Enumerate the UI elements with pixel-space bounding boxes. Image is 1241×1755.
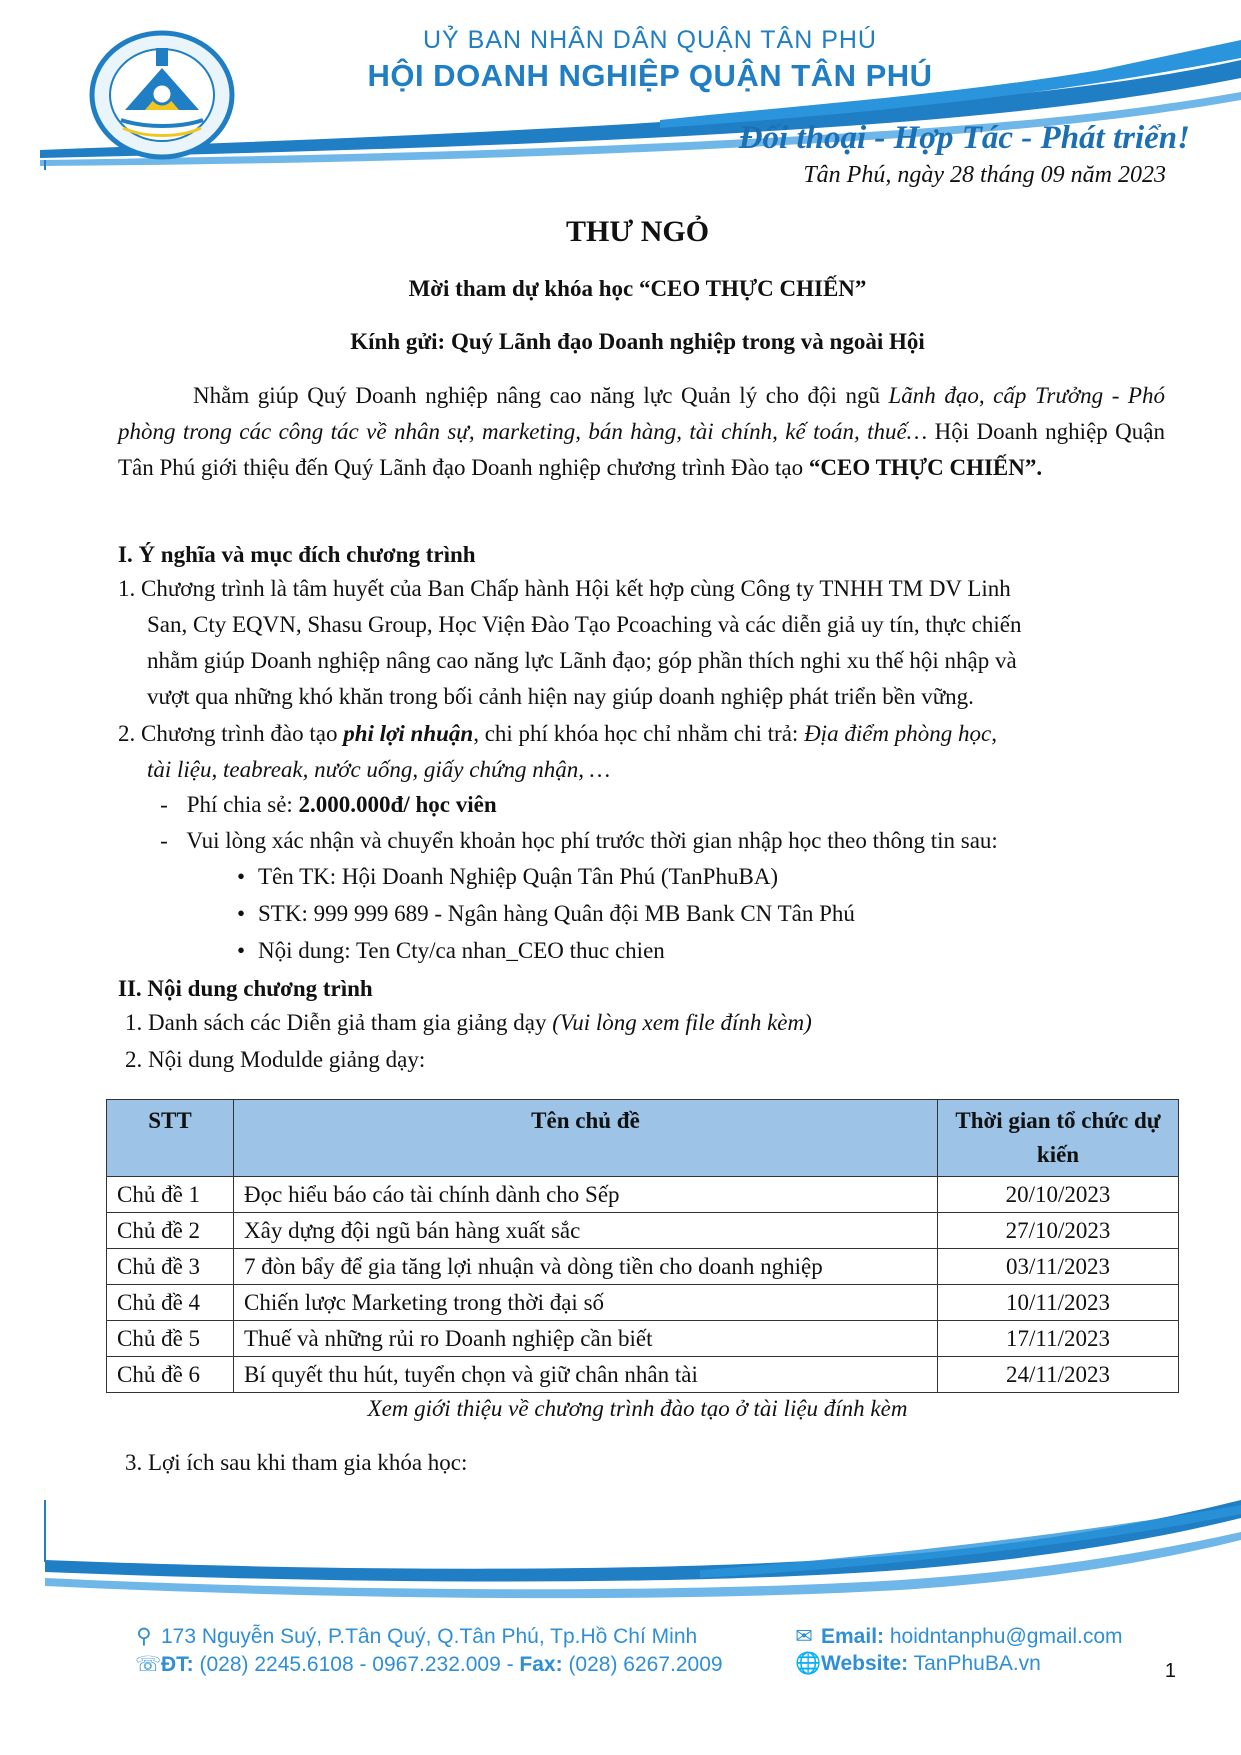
bank-item-3: [232, 934, 665, 968]
address-text: 173 Nguyễn Suý, P.Tân Quý, Q.Tân Phú, Tp.Hồ Chí Minh: [161, 1625, 698, 1648]
table-note: Xem giới thiệu về chương trình đào tạo ở tài liệu đính kèm: [367, 1396, 908, 1421]
section-2-item-2: 2. Nội dung Modulde giảng dạy:: [125, 1047, 426, 1072]
location-pin-icon: ⚲: [136, 1625, 152, 1648]
row-topic: Bí quyết thu hút, tuyển chọn và giữ chân nhân tài: [234, 1357, 938, 1393]
section-1-item-1-line-3: nhằm giúp Doanh nghiệp nâng cao năng lực Lãnh đạo; góp phần thích nghi xu thế hội nhập và: [147, 648, 1017, 673]
row-date: 20/10/2023: [938, 1177, 1179, 1213]
table-row: [107, 1321, 1179, 1357]
transfer-note: [155, 824, 998, 858]
row-stt: Chủ đề 5: [107, 1321, 234, 1357]
bank-item-3-text: Nội dung: Ten Cty/ca nhan_CEO thuc chien: [258, 938, 665, 963]
row-stt: Chủ đề 6: [107, 1357, 234, 1393]
footer-email: [795, 1624, 1123, 1649]
table-row: [107, 1357, 1179, 1393]
row-date: 10/11/2023: [938, 1285, 1179, 1321]
row-topic: Xây dựng đội ngũ bán hàng xuất sắc: [234, 1213, 938, 1249]
row-topic: 7 đòn bẩy để gia tăng lợi nhuận và dòng tiền cho doanh nghiệp: [234, 1249, 938, 1285]
section-1-item-2-line-1: [118, 717, 997, 751]
dash-bullet: -: [160, 792, 168, 817]
organization-line-1: UỶ BAN NHÂN DÂN QUẬN TÂN PHÚ: [423, 26, 877, 54]
bullet-dot: •: [236, 901, 246, 926]
row-topic: Thuế và những rủi ro Doanh nghiệp cần biết: [234, 1321, 938, 1357]
row-stt: Chủ đề 4: [107, 1285, 234, 1321]
section-1-heading: I. Ý nghĩa và mục đích chương trình: [118, 542, 476, 567]
dash-bullet: -: [160, 828, 168, 853]
letter-greeting: Kính gửi: Quý Lãnh đạo Doanh nghiệp trong và ngoài Hội: [350, 329, 925, 354]
letter-date: Tân Phú, ngày 28 tháng 09 năm 2023: [803, 162, 1166, 188]
intro-program-name: “CEO THỰC CHIẾN”.: [808, 455, 1043, 480]
bank-item-1: [232, 860, 778, 894]
section-1-item-1-line-1: 1. Chương trình là tâm huyết của Ban Chấp hành Hội kết hợp cùng Công ty TNHH TM DV Linh: [118, 576, 1011, 601]
page-number: 1: [1164, 1660, 1176, 1682]
table-row: [107, 1285, 1179, 1321]
row-stt: Chủ đề 1: [107, 1177, 234, 1213]
item-2-text-b: , chi phí khóa học chỉ nhằm chi trả:: [473, 721, 805, 746]
footer-address: [135, 1624, 697, 1649]
row-date: 27/10/2023: [938, 1213, 1179, 1249]
bank-item-2: [232, 897, 855, 931]
row-topic: Đọc hiểu báo cáo tài chính dành cho Sếp: [234, 1177, 938, 1213]
row-date: 17/11/2023: [938, 1321, 1179, 1357]
table-row: [107, 1177, 1179, 1213]
mail-icon: ✉: [795, 1625, 813, 1648]
letter-subtitle: Mời tham dự khóa học “CEO THỰC CHIẾN”: [408, 276, 867, 301]
table-header-row: [107, 1100, 1179, 1177]
row-topic: Chiến lược Marketing trong thời đại số: [234, 1285, 938, 1321]
phone-icon: ☏: [135, 1653, 162, 1676]
letter-title: THƯ NGỎ: [565, 215, 710, 248]
section-2-item-1-text: 1. Danh sách các Diễn giả tham gia giảng dạy: [125, 1010, 553, 1035]
row-date: 03/11/2023: [938, 1249, 1179, 1285]
globe-icon: 🌐: [795, 1652, 822, 1675]
fee-value: 2.000.000đ/ học viên: [298, 792, 497, 817]
transfer-note-text: Vui lòng xác nhận và chuyển khoản học phí trước thời gian nhập học theo thông tin sau:: [186, 828, 998, 853]
section-1-item-2-line-2: tài liệu, teabreak, nước uống, giấy chứng nhận, …: [147, 757, 611, 782]
bank-item-1-text: Tên TK: Hội Doanh Nghiệp Quận Tân Phú (TanPhuBA): [258, 864, 779, 889]
section-2-item-3: 3. Lợi ích sau khi tham gia khóa học:: [125, 1450, 468, 1475]
footer-website: [795, 1652, 1041, 1676]
bullet-dot: •: [236, 938, 246, 963]
intro-text-2: Hội Doanh nghiệp Quận Tân Phú giới thiệu đến Quý Lãnh đạo Doanh nghiệp chương trình Đào tạo: [118, 419, 1165, 480]
item-2-text-a: 2. Chương trình đào tạo: [118, 721, 344, 746]
phone-text: (028) 2245.6108 - 0967.232.009 -: [193, 1653, 520, 1676]
section-1-item-1-line-2: San, Cty EQVN, Shasu Group, Học Viện Đào Tạo Pcoaching và các diễn giả uy tín, thực chiến: [147, 612, 1022, 637]
header-stt: STT: [107, 1100, 234, 1177]
organization-line-2: HỘI DOANH NGHIỆP QUẬN TÂN PHÚ: [367, 58, 933, 93]
intro-paragraph: [118, 378, 1165, 486]
intro-text-1: Nhằm giúp Quý Doanh nghiệp nâng cao năng lực Quản lý cho đội ngũ: [193, 383, 889, 408]
fax-text: (028) 6267.2009: [562, 1653, 723, 1676]
row-stt: Chủ đề 2: [107, 1213, 234, 1249]
bullet-dot: •: [236, 864, 246, 889]
table-row: [107, 1249, 1179, 1285]
email-label: Email:: [821, 1625, 885, 1648]
section-2-heading: II. Nội dung chương trình: [118, 976, 373, 1001]
table-row: [107, 1213, 1179, 1249]
website-label: Website:: [821, 1652, 909, 1675]
footer-phone: [135, 1652, 723, 1677]
bank-item-2-text: STK: 999 999 689 - Ngân hàng Quân đội MB Bank CN Tân Phú: [258, 901, 855, 926]
association-logo: [85, 28, 240, 163]
intro-text-italic: Lãnh đạo, cấp Trưởng - Phó phòng trong các công tác về nhân sự, marketing, bán hàng, tài chính, kế toán, thuế…: [118, 383, 1165, 444]
header-schedule: Thời gian tổ chức dự kiến: [938, 1100, 1179, 1177]
slogan: Đối thoại - Hợp Tác - Phát triển!: [738, 120, 1190, 156]
fax-label: Fax:: [519, 1653, 563, 1676]
row-date: 24/11/2023: [938, 1357, 1179, 1393]
item-2-italic-1: Địa điểm phòng học,: [804, 721, 997, 746]
fee-label: Phí chia sẻ:: [186, 792, 299, 817]
fee-line: [155, 788, 497, 822]
module-table: [106, 1099, 1179, 1393]
item-2-nonprofit: phi lợi nhuận: [343, 721, 474, 746]
footer-wave-decoration: [0, 1500, 1241, 1610]
email-link[interactable]: hoidntanphu@gmail.com: [884, 1625, 1123, 1648]
phone-label: ĐT:: [161, 1653, 194, 1676]
section-2-item-1: [125, 1006, 812, 1040]
website-link[interactable]: TanPhuBA.vn: [908, 1652, 1041, 1675]
header-topic: Tên chủ đề: [234, 1100, 938, 1177]
section-1-item-1-line-4: vượt qua những khó khăn trong bối cảnh hiện nay giúp doanh nghiệp phát triển bền vững.: [147, 684, 974, 709]
section-2-item-1-note: (Vui lòng xem file đính kèm): [552, 1010, 812, 1035]
row-stt: Chủ đề 3: [107, 1249, 234, 1285]
